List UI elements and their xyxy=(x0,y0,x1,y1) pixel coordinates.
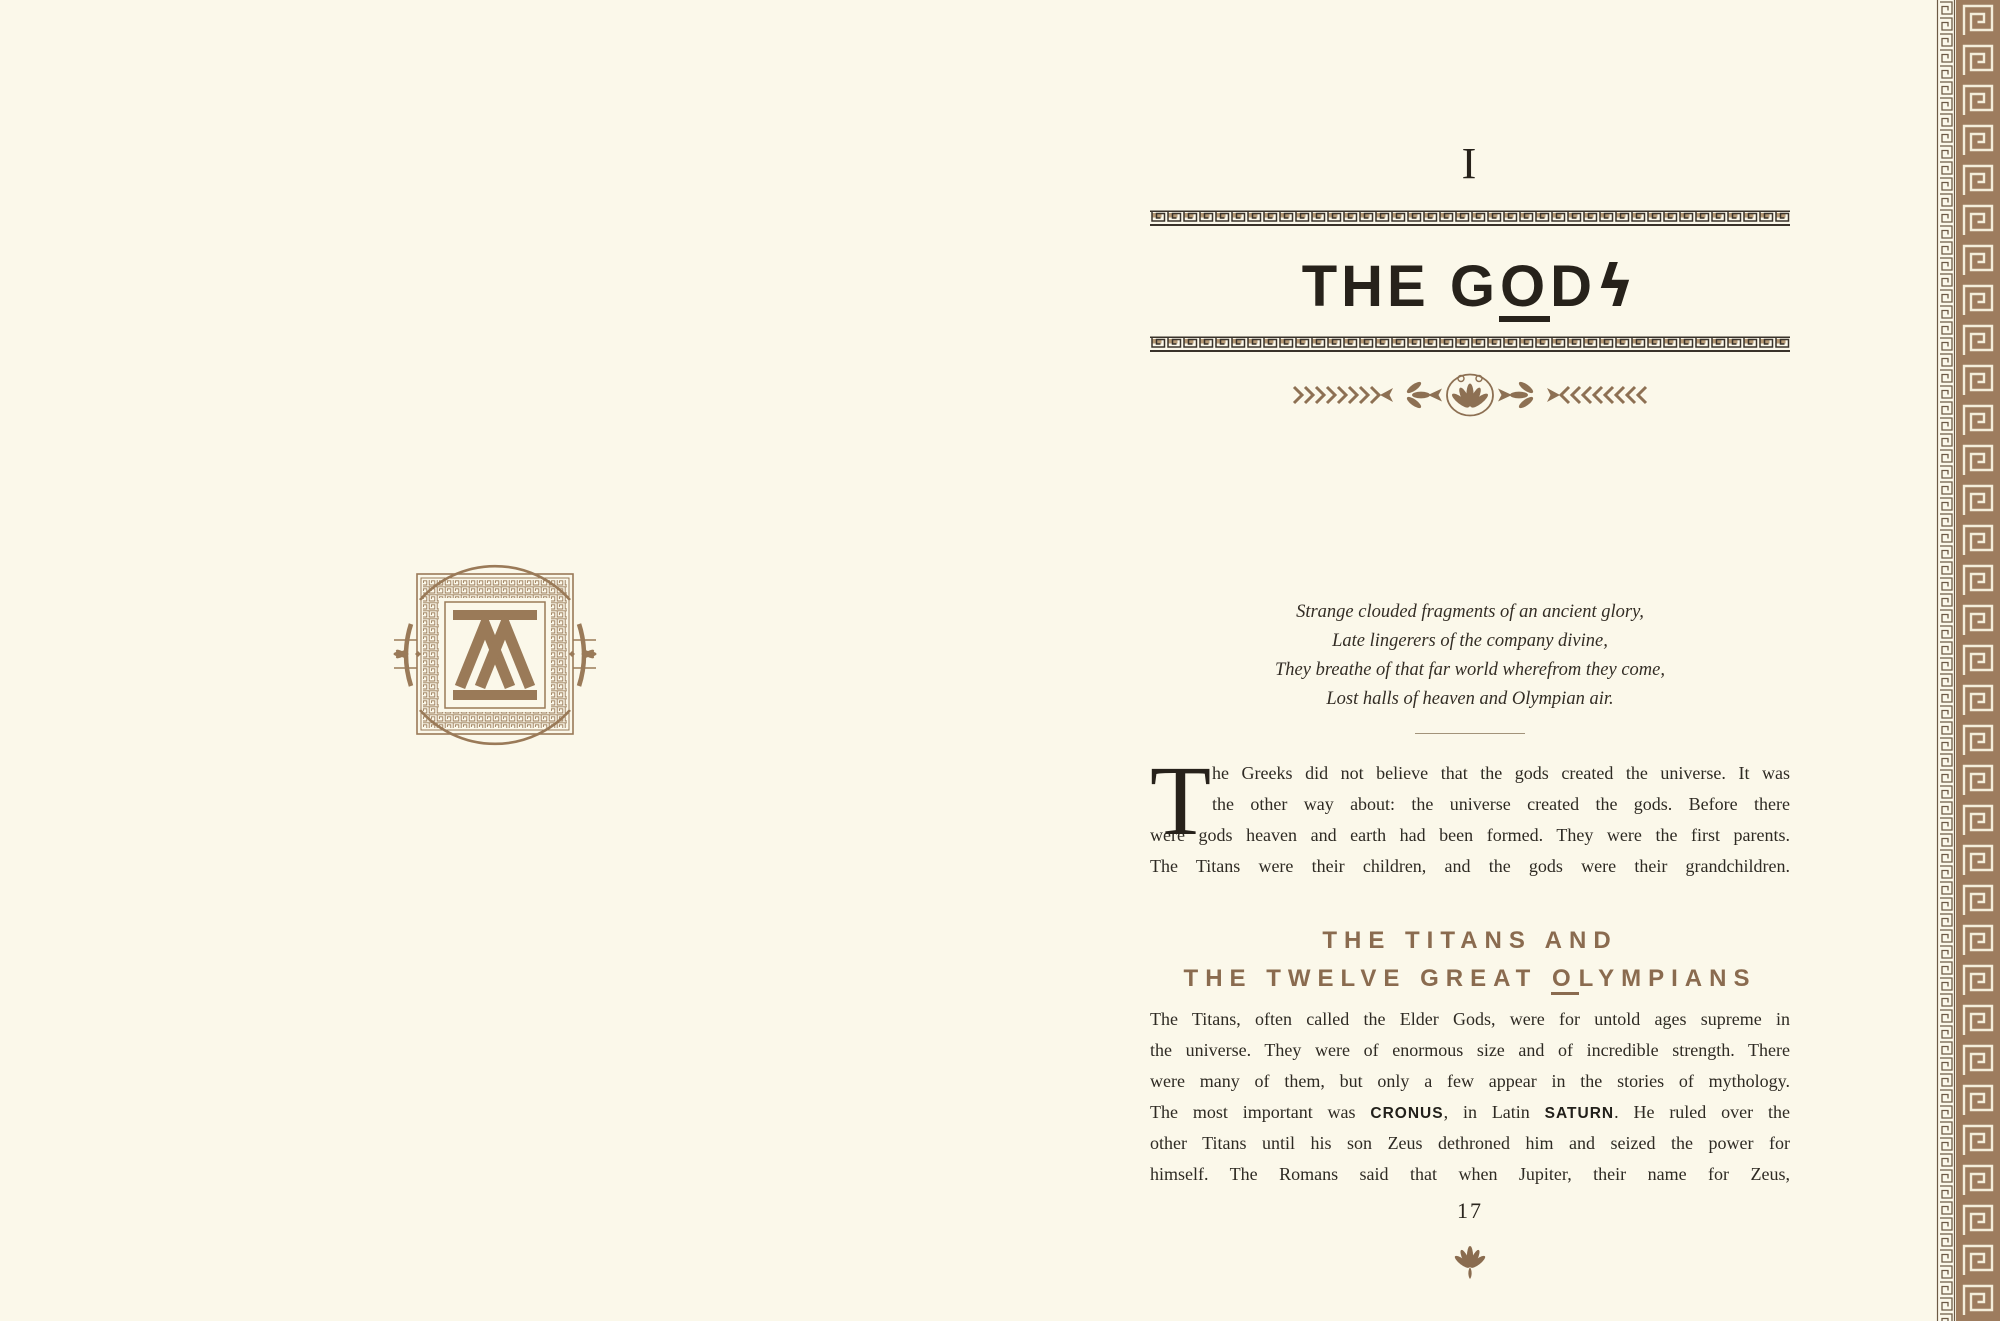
epigraph-line: Strange clouded fragments of an ancient glory, xyxy=(1296,602,1644,622)
palmette-arrow-ornament-icon xyxy=(1290,372,1650,418)
chapter-number: I xyxy=(1461,139,1479,188)
section-heading-line-1: THE TITANS AND xyxy=(1322,927,1618,954)
section-heading-line-2 xyxy=(1150,960,1790,998)
heading-part: LYMPIANS xyxy=(1578,965,1757,992)
title-part: D xyxy=(1550,254,1596,319)
greek-key-border-icon xyxy=(1150,210,1790,228)
body-line: himself. The Romans said that when Jupiter, their name for Zeus, xyxy=(1150,1164,1790,1184)
body-text: The most important was xyxy=(1150,1102,1371,1122)
greek-key-strip-outline-icon xyxy=(1936,0,1956,1321)
body-line: the other way about: the universe created the gods. Before there xyxy=(1212,794,1790,814)
body-line: the universe. They were of enormous size and of incredible strength. There xyxy=(1150,1040,1790,1060)
title-lightning-s: ϟ xyxy=(1595,252,1639,320)
term-cronus: CRONUS xyxy=(1370,1105,1444,1122)
chapter-title xyxy=(1150,252,1790,322)
epigraph xyxy=(1150,598,1790,714)
body-line: he Greeks did not believe that the gods created the universe. It was xyxy=(1212,763,1790,783)
leaf-sprig-ornament xyxy=(1453,1238,1487,1285)
right-page xyxy=(1150,0,1790,1321)
body-line: The Titans, often called the Elder Gods, were for untold ages supreme in xyxy=(1150,1009,1790,1029)
leaf-sprig-icon xyxy=(1453,1238,1487,1280)
heading-underlined-o: O xyxy=(1551,967,1579,995)
drop-cap: T xyxy=(1150,745,1212,856)
palmette-arrow-ornament xyxy=(1290,372,1650,423)
body-line: were gods heaven and earth had been formed. They were the first parents. xyxy=(1150,825,1790,845)
epigraph-divider xyxy=(1415,733,1525,734)
body-line: The Titans were their children, and the gods were their grandchildren. xyxy=(1150,856,1790,876)
mythology-monogram-emblem xyxy=(388,546,602,771)
term-saturn: SATURN xyxy=(1544,1105,1615,1122)
heading-part: THE TWELVE GREAT xyxy=(1183,965,1551,992)
body-line: were many of them, but only a few appear in the stories of mythology. xyxy=(1150,1071,1790,1091)
epigraph-line: Lost halls of heaven and Olympian air. xyxy=(1326,689,1614,709)
greek-key-strip-solid-icon xyxy=(1956,0,2000,1321)
palmette-medallion xyxy=(1447,375,1493,416)
section-heading xyxy=(1150,922,1790,998)
title-underlined-o: O xyxy=(1499,260,1550,322)
title-part: THE G xyxy=(1301,254,1499,319)
page-number: 17 xyxy=(1457,1198,1483,1223)
greek-key-border-top xyxy=(1150,210,1790,228)
greek-key-border-bottom xyxy=(1150,336,1790,354)
body-text: . He ruled over the xyxy=(1614,1102,1790,1122)
monogram-emblem-icon xyxy=(388,546,602,766)
epigraph-line: Late lingerers of the company divine, xyxy=(1332,631,1608,651)
body-line: other Titans until his son Zeus dethroned him and seized the power for xyxy=(1150,1133,1790,1153)
body-text: , in Latin xyxy=(1443,1102,1545,1122)
body-line xyxy=(1150,1097,1790,1128)
body-paragraph-2 xyxy=(1150,1004,1790,1190)
body-paragraph-1 xyxy=(1150,745,1790,882)
greek-key-border-icon xyxy=(1150,336,1790,354)
epigraph-line: They breathe of that far world wherefrom they come, xyxy=(1275,660,1665,680)
